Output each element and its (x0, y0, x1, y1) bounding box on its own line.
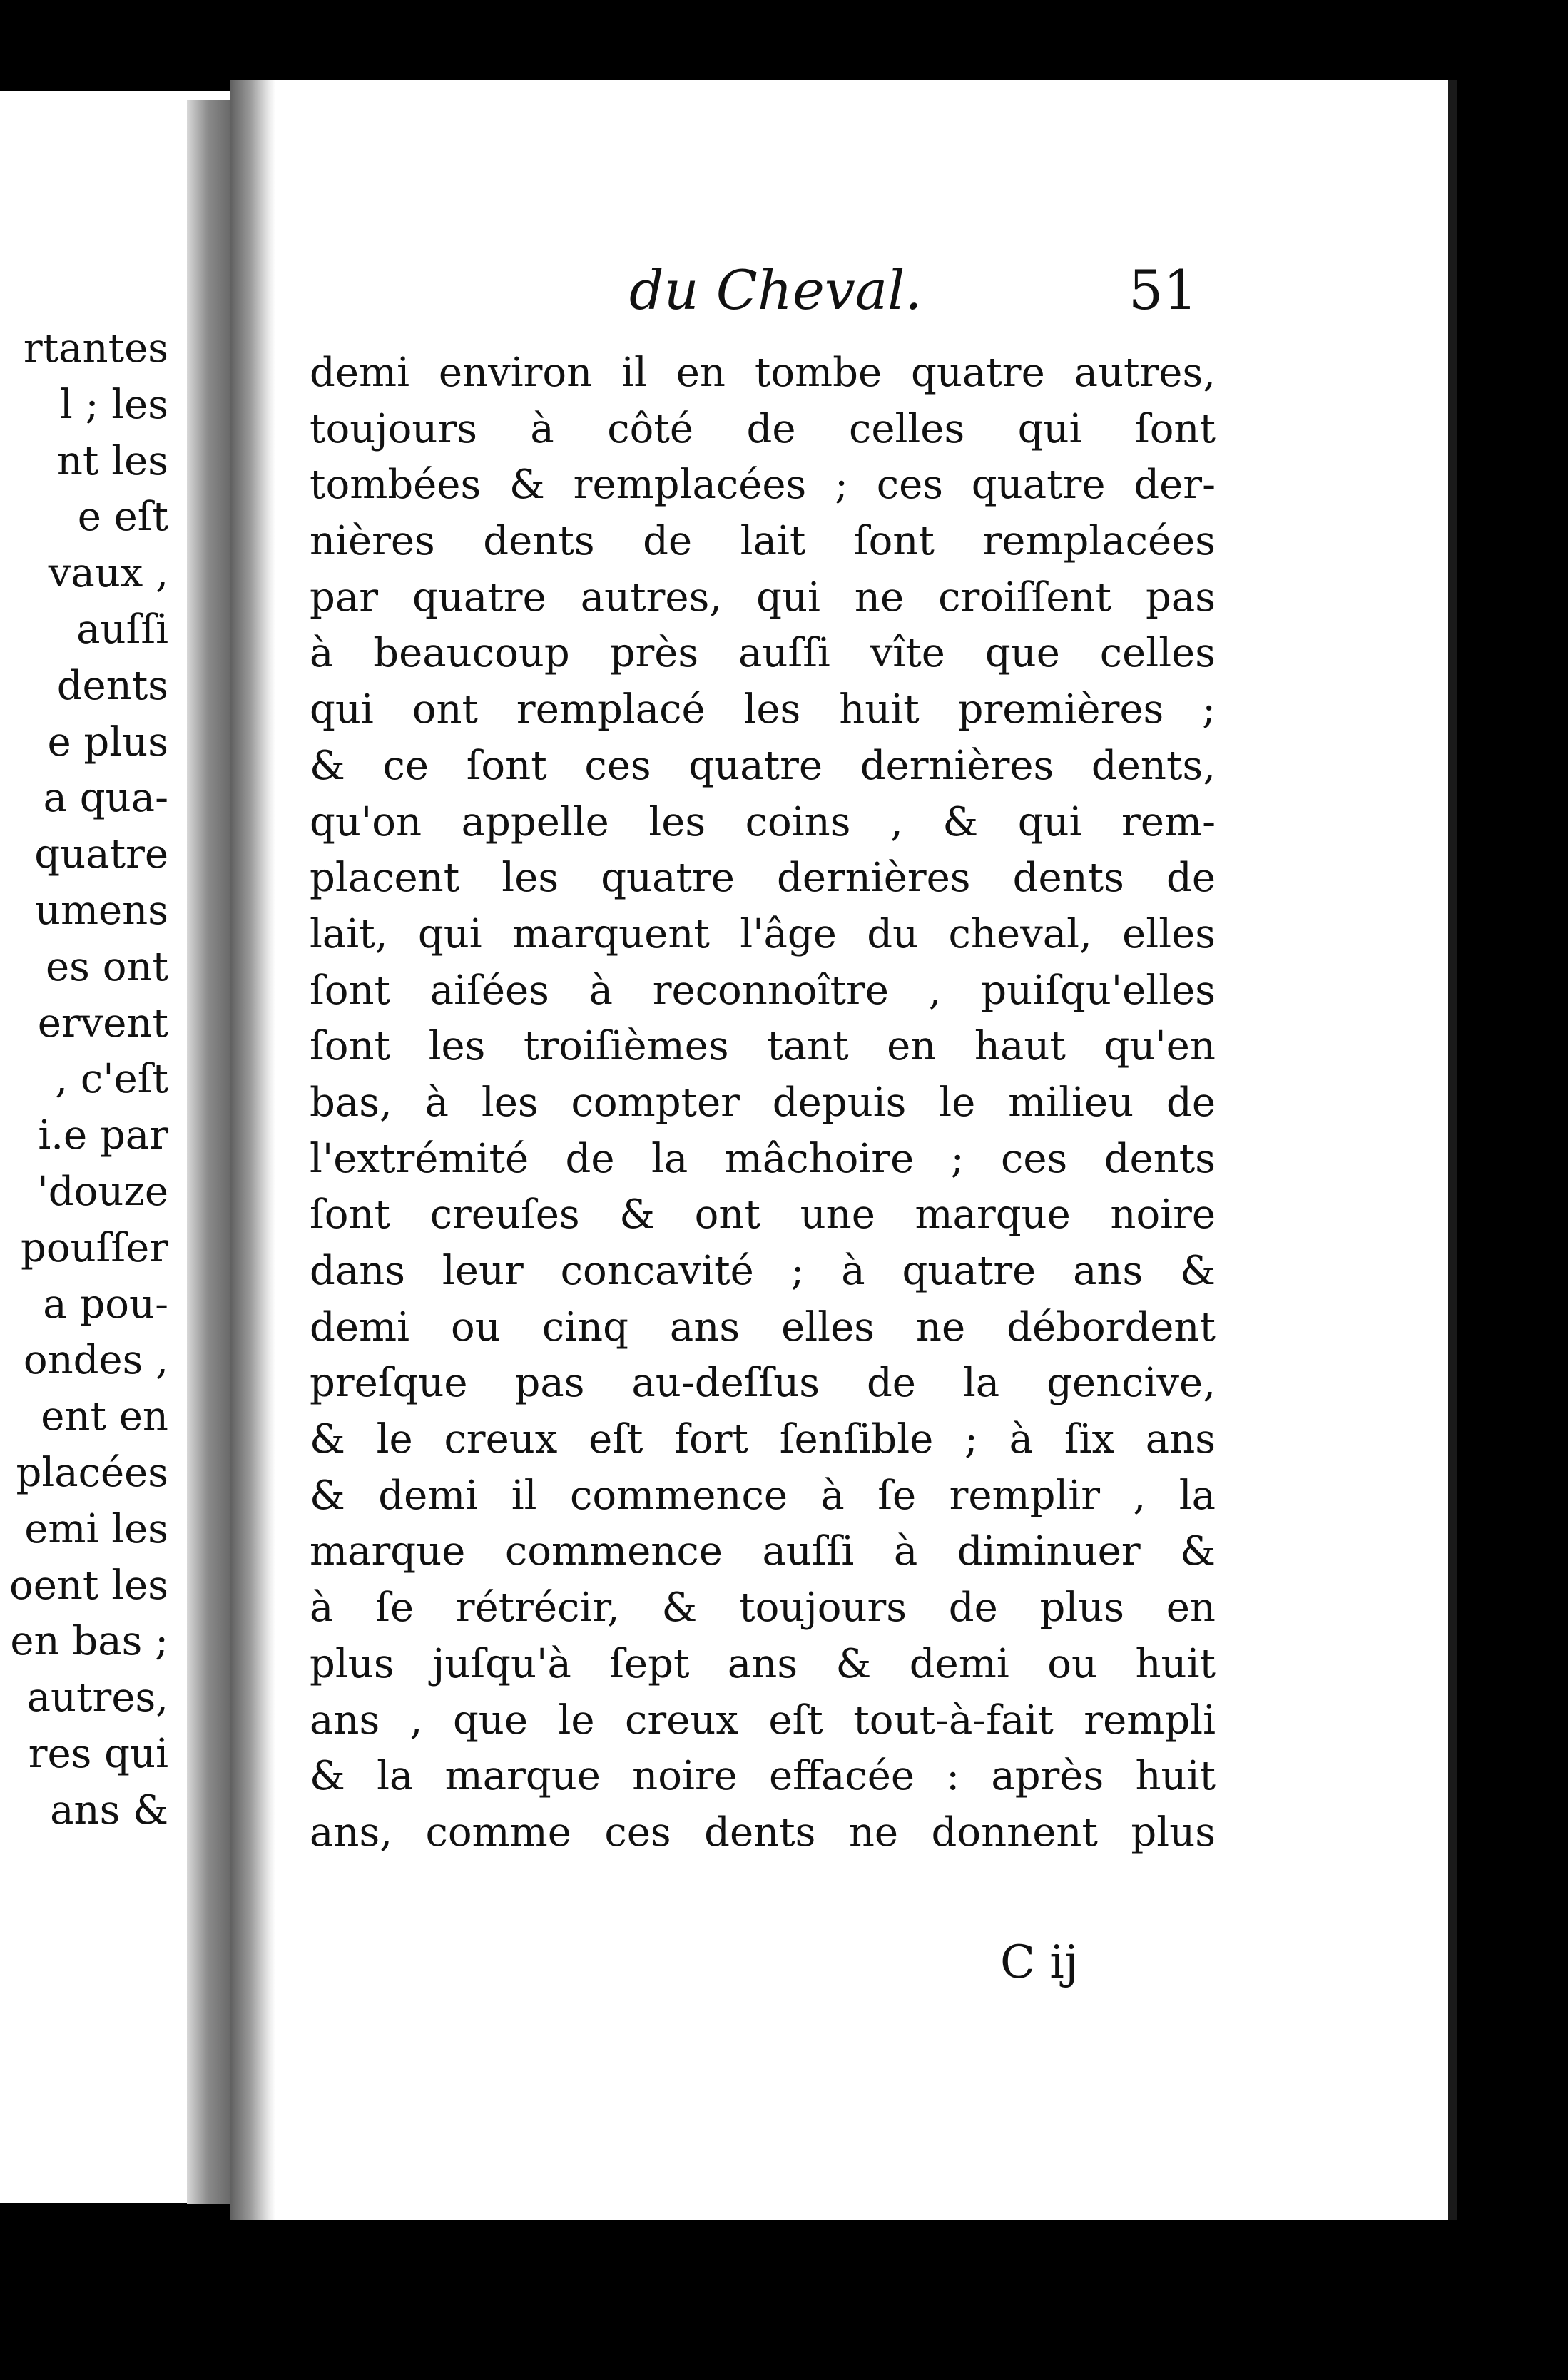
text-line: demi environ il en tombe quatre autres, (310, 350, 1216, 396)
left-fragment-line: res qui (28, 1730, 168, 1777)
left-fragment-line: ondes , (23, 1337, 168, 1384)
left-fragment-line: oent les (9, 1562, 168, 1609)
text-line: placent les quatre dernières dents de (310, 855, 1216, 902)
left-page-text-fragments (9, 321, 168, 1839)
text-line: ſont aiſées à reconnoître , puiſqu'elles (310, 967, 1216, 1014)
text-line: à ſe rétrécir, & toujours de plus en (310, 1585, 1216, 1632)
left-fragment-line: umens (34, 887, 168, 934)
left-fragment-line: ans & (50, 1786, 168, 1834)
text-line: & ce ſont ces quatre dernières dents, (310, 742, 1216, 789)
text-line: nières dents de lait ſont remplacées (310, 518, 1216, 565)
left-fragment-line: emi les (24, 1505, 168, 1552)
text-line: preſque pas au-deſſus de la gencive, (310, 1360, 1216, 1407)
text-line: & le creux eſt fort ſenſible ; à ſix ans (310, 1416, 1216, 1463)
spine-shadow (230, 80, 275, 2220)
text-line: à beaucoup près auſſi vîte que celles (310, 630, 1216, 677)
text-line: toujours à côté de celles qui ſont (310, 405, 1216, 452)
left-fragment-line: autres, (26, 1674, 168, 1722)
text-line: ſont creuſes & ont une marque noire (310, 1191, 1216, 1239)
running-title: du Cheval. (629, 258, 922, 322)
left-fragment-line: es ont (46, 943, 168, 990)
text-line: ſont les troiſièmes tant en haut qu'en (310, 1023, 1216, 1070)
left-fragment-line: placées (16, 1449, 168, 1496)
left-fragment-line: quatre (34, 831, 168, 878)
left-fragment-line: , c'eſt (55, 1056, 168, 1103)
left-fragment-line: ent en (41, 1393, 168, 1440)
text-line: dans leur concavité ; à quatre ans & (310, 1248, 1216, 1294)
left-fragment-line: e plus (47, 718, 168, 766)
left-fragment-line: ervent (37, 1000, 168, 1047)
left-fragment-line: l ; les (59, 381, 168, 428)
text-line: ans, comme ces dents ne donnent plus (310, 1809, 1216, 1856)
left-fragment-line: auſſi (76, 606, 168, 653)
body-text (310, 345, 1216, 1861)
text-line: qui ont remplacé les huit premières ; (310, 686, 1216, 733)
text-line: plus juſqu'à ſept ans & demi ou huit (310, 1640, 1216, 1687)
signature-mark: C ij (1000, 1936, 1079, 1989)
left-fragment-line: dents (56, 662, 168, 709)
text-line: par quatre autres, qui ne croiſſent pas (310, 574, 1216, 621)
text-line: tombées & remplacées ; ces quatre der- (310, 462, 1216, 509)
left-fragment-line: i.e par (38, 1112, 168, 1159)
text-line: bas, à les compter depuis le milieu de (310, 1079, 1216, 1126)
text-line: lait, qui marquent l'âge du cheval, elles (310, 910, 1216, 957)
left-fragment-line: a pou- (43, 1281, 168, 1328)
text-line: ans , que le creux eſt tout-à-fait rempli (310, 1697, 1216, 1744)
page-edge (1448, 80, 1457, 2220)
text-line: & la marque noire effacée : après huit (310, 1753, 1216, 1800)
left-fragment-line: vaux , (48, 550, 168, 597)
left-fragment-line: pouſſer (21, 1224, 168, 1271)
left-fragment-line: rtantes (23, 325, 168, 372)
text-line: l'extrémité de la mâchoire ; ces dents (310, 1135, 1216, 1182)
left-fragment-line: 'douze (37, 1168, 168, 1215)
text-line: marque commence auſſi à diminuer & (310, 1528, 1216, 1575)
left-fragment-line: nt les (56, 437, 168, 484)
left-page-gutter-shadow (187, 100, 230, 2204)
running-head (230, 258, 1448, 337)
text-line: qu'on appelle les coins , & qui rem- (310, 798, 1216, 845)
text-line: demi ou cinq ans elles ne débordent (310, 1303, 1216, 1351)
left-fragment-line: a qua- (43, 775, 168, 822)
left-fragment-line: en bas ; (10, 1618, 168, 1665)
text-line: & demi il commence à ſe remplir , la (310, 1472, 1216, 1519)
page-number: 51 (1129, 258, 1198, 322)
right-page (230, 80, 1448, 2220)
left-fragment-line: e eſt (77, 494, 168, 541)
